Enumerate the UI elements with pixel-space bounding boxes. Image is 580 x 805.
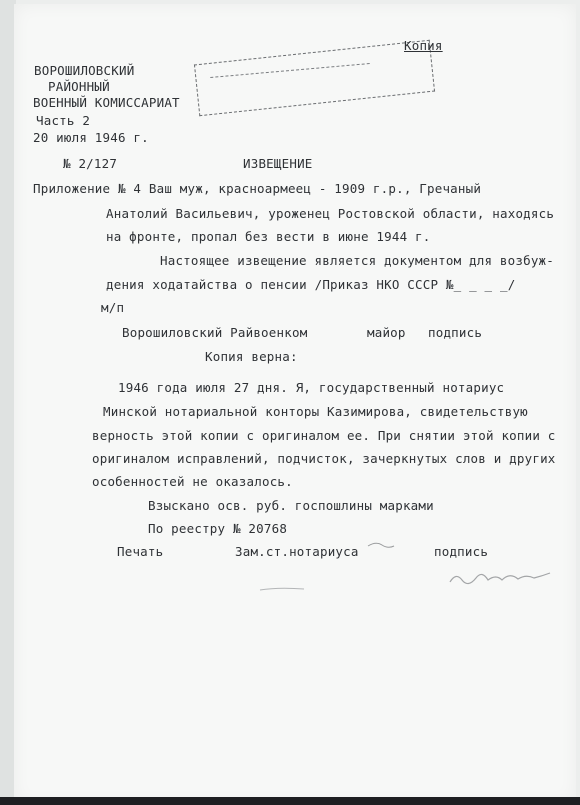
pencil-stroke (258, 582, 308, 596)
notary-line-2: Минской нотариальной конторы Казимирова, свидетельствую (103, 404, 528, 419)
notary-line-4: оригиналом исправлений, подчисток, зачеркнутых слов и других (92, 451, 556, 466)
issuer-rank: майор (367, 325, 406, 340)
header-part: Часть 2 (36, 113, 91, 128)
deputy-notary: Зам.ст.нотариуса (235, 544, 359, 559)
body-line-2: Анатолий Васильевич, уроженец Ростовской области, находясь (106, 206, 555, 221)
notary-line-1: 1946 года июля 27 дня. Я, государственный нотариус (118, 380, 505, 395)
scan-bottom-edge (0, 797, 580, 805)
copy-mark: Копия (404, 38, 443, 53)
notary-fee: Взыскано осв. руб. госпошлины марками (148, 498, 434, 513)
document-number: № 2/127 (63, 156, 118, 171)
issuer-signature: подпись (428, 325, 483, 340)
copy-verified: Копия верна: (205, 349, 298, 364)
notary-line-5: особенностей не оказалось. (92, 474, 293, 489)
header-line-1: ВОРОШИЛОВСКИЙ (34, 63, 135, 78)
issuer-org: Ворошиловский Райвоенком (122, 325, 308, 340)
body-line-3: на фронте, пропал без вести в июне 1944 г. (106, 229, 431, 244)
notary-register: По реестру № 20768 (148, 521, 288, 536)
header-date: 20 июля 1946 г. (33, 130, 149, 145)
body-line-1: Приложение № 4 Ваш муж, красноармеец - 1909 г.р., Гречаный (33, 181, 482, 196)
header-line-2: РАЙОННЫЙ (48, 79, 110, 94)
pencil-mark (366, 540, 396, 554)
notary-signature-label: подпись (434, 544, 489, 559)
body-line-4: Настоящее извещение является документом для возбуж- (160, 253, 555, 268)
seal-label: Печать (117, 544, 164, 559)
notary-line-3: верность этой копии с оригиналом ее. При снятии этой копии с (92, 428, 556, 443)
body-line-5: дения ходатайства о пенсии /Приказ НКО СССР №_ _ _ _/ (106, 277, 516, 292)
document-title: ИЗВЕЩЕНИЕ (243, 156, 313, 171)
body-line-6: м/п (101, 300, 125, 315)
header-line-3: ВОЕННЫЙ КОМИССАРИАТ (33, 95, 180, 110)
handwritten-signature (446, 564, 556, 592)
